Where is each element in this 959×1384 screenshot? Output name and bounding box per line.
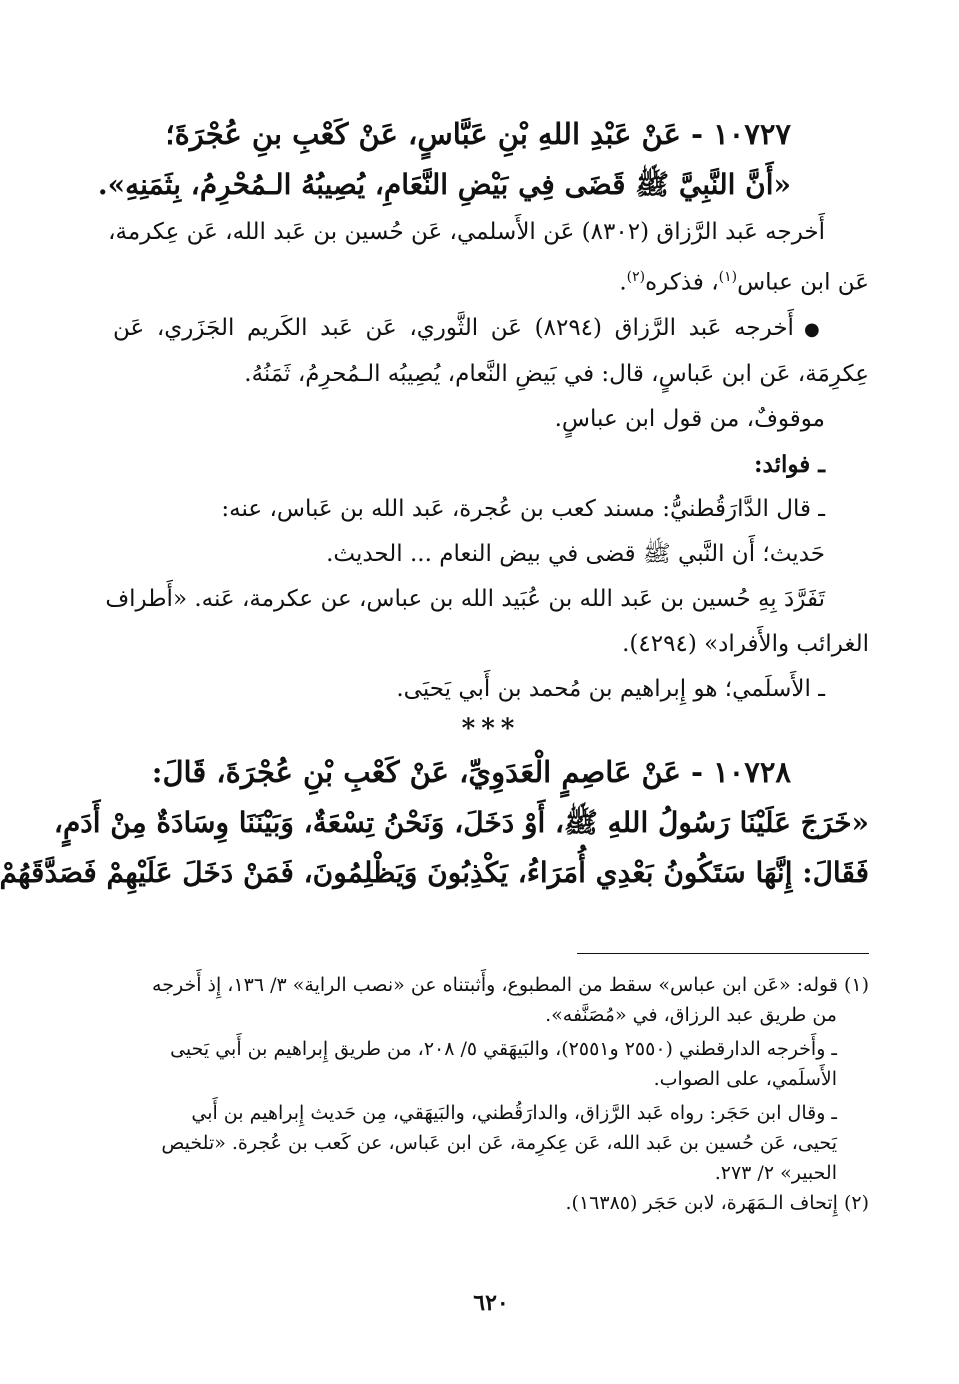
hadith-10727-heading: ١٠٧٢٧ - عَنْ عَبْدِ اللهِ بْنِ عَبَّاسٍ، عَنْ كَعْبِ بنِ عُجْرَةَ؛ [165,117,791,151]
takhrij-line: أَخرجه عَبد الرَّزاق (٨٣٠٢) عَن الأَسلمي، عَن حُسين بن عَبد الله، عَن عِكرمة، [108,219,825,245]
section-separator: *** [461,713,521,744]
page-body [0,108,869,898]
takhrij-text: عَن ابن عباس [737,269,869,296]
footnote-ref-2: (٢) [626,269,646,285]
mawquf-note: موقوفٌ، من قول ابن عباسٍ. [554,405,825,432]
hadith-10727-matn: «أَنَّ النَّبِيَّ ﷺ قَضَى فِي بَيْضِ النَّعَامِ، يُصِيبُهُ الـمُحْرِمُ، بِثَمَنِهِ». [97,168,791,201]
hadith-10728-matn: «خَرَجَ عَلَيْنَا رَسُولُ اللهِ ﷺ، أَوْ دَخَلَ، وَنَحْنُ تِسْعَةٌ، وَبَيْنَنَا وِسَادَةٌ مِنْ أَدَمٍ، [53,805,869,839]
footnote-1-line: الحبير» ٢/ ٢٧٣. [714,1162,837,1184]
takhrij-text: . [619,269,627,296]
takhrij-2-line-cont: عِكرِمَة، عَن ابن عَباسٍ، قال: في بَيضِ النَّعام، يُصِيبُه الـمُحرِمُ، ثَمَنُهُ. [244,360,869,387]
hadith-10728-matn-cont: فَقَالَ: إِنَّهَا سَتَكُونُ بَعْدِي أُمَرَاءُ، يَكْذِبُونَ وَيَظْلِمُونَ، فَمَنْ دَخَلَ عَلَيْهِمْ فَصَدَّقَهُمْ [0,855,869,889]
footnote-1-line: الأَسلَمي، على الصواب. [653,1068,837,1090]
footnote-1-line: يَحيى، عَن حُسين بن عَبد الله، عَن عِكرِمة، عَن ابن عَباس، عن كَعب بن عُجرة. «تلخيص [161,1132,837,1154]
footnote-2-line: (٢) إِتحاف الـمَهَرة، لابن حَجَر (١٦٣٨٥). [565,1192,869,1214]
fawaid-line: حَديث؛ أَن النَّبي ﷺ قضى في بيض النعام ... الحديث. [326,540,825,567]
footnote-1-line: ـ وقال ابن حَجَر: رواه عَبد الرَّزاق، والدارَقُطني، والبَيهَقي، مِن حَديث إِبراهيم بن أَبي [191,1102,837,1124]
footnote-ref-1: (١) [718,269,738,285]
footnote-1-line: (١) قوله: «عَن ابن عباس» سقط من المطبوع، وأَثبتناه عن «نصب الراية» ٣/ ١٣٦، إِذ أَخرجه [152,974,869,996]
footnote-1-line: ـ وأَخرجه الدارقطني (٢٥٥٠ و٢٥٥١)، والبَيهَقي ٥/ ٢٠٨، من طريق إِبراهيم بن أَبي يَحيى [170,1038,837,1060]
footnotes [113,970,869,1218]
fawaid-heading: ـ فوائد: [754,450,825,478]
hadith-10728-heading: ١٠٧٢٨ - عَنْ عَاصِمٍ الْعَدَوِيِّ، عَنْ كَعْبِ بْنِ عُجْرَةَ، قَالَ: [151,754,791,789]
footnote-divider [577,953,869,954]
footnote-1-line: من طريق عبد الرزاق، في «مُصَنَّفه». [545,1004,837,1026]
takhrij-text: أَخرجه عَبد الرَّزاق (٨٢٩٤) عَن الثَّوري، عَن عَبد الكَريم الجَزَري، عَن [113,314,794,341]
fawaid-line-cont: الغرائب والأَفراد» (٤٢٩٤). [622,630,869,657]
page-number: ٦٢٠ [473,1290,509,1316]
bullet-icon: ● [803,318,825,340]
takhrij-2-line [113,306,869,352]
takhrij-line-cont [113,255,869,306]
fawaid-line: ـ قال الدَّارَقُطنيُّ: مسند كعب بن عُجرة، عَبد الله بن عَباس، عنه: [221,495,825,522]
takhrij-text: ، فذكره [645,269,719,296]
fawaid-line: تَفَرَّدَ بِهِ حُسين بن عَبد الله بن عُبَيد الله بن عباس، عن عكرمة، عَنه. «أَطراف [105,585,825,612]
aslami-note: ـ الأَسلَمي؛ هو إِبراهيم بن مُحمد بن أَبي يَحيَى. [396,675,825,702]
